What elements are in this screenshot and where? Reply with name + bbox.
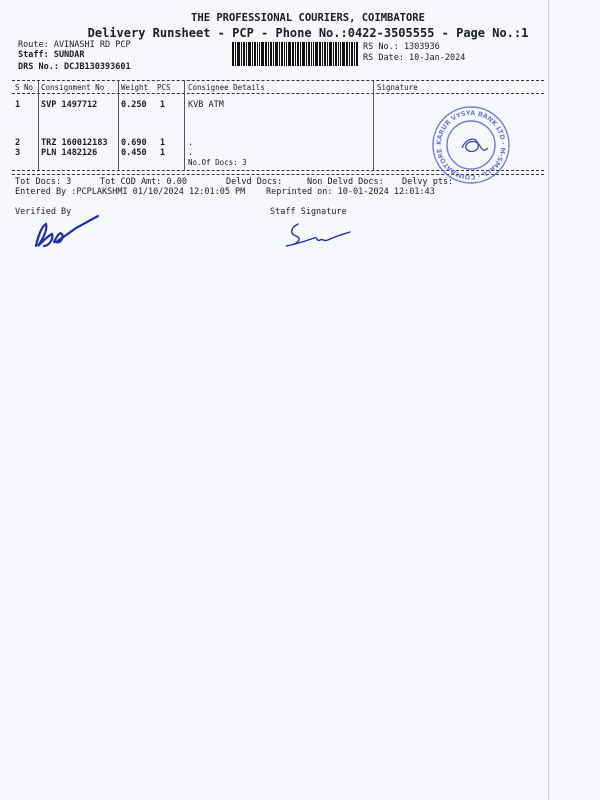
header-consignee: Consignee Details: [188, 83, 265, 92]
non-delvd-docs: Non Delvd Docs:: [307, 177, 384, 187]
header-signature: Signature: [377, 83, 418, 92]
table-header-rule: [12, 93, 544, 94]
reprinted-on: Reprinted on: 10-01-2024 12:01:43: [266, 187, 435, 197]
no-of-docs: No.Of Docs: 3: [188, 158, 247, 167]
company-title: THE PROFESSIONAL COURIERS, COIMBATORE: [191, 12, 425, 24]
col-divider: [38, 80, 39, 170]
col-divider: [373, 80, 374, 170]
entered-by: Entered By :PCPLAKSHMI 01/10/2024 12:01:05 PM: [15, 187, 246, 197]
staff-signature-label: Staff Signature: [270, 207, 347, 217]
runsheet-subtitle: Delivery Runsheet - PCP - Phone No.:0422-3505555 - Page No.:1: [87, 26, 529, 40]
col-divider: [184, 80, 185, 170]
stamp-text: KARUR VYSYA BANK LTD · M-SMALL · COIMBATORE: [434, 108, 508, 182]
tot-docs: Tot Docs: 3: [15, 177, 72, 187]
table-row-consignment: SVP 1497712: [41, 100, 98, 110]
header-weight: Weight: [121, 83, 149, 92]
verified-by-label: Verified By: [15, 207, 72, 217]
table-row-consignment: PLN 1482126: [41, 148, 98, 158]
delvd-docs: Delvd Docs:: [226, 177, 283, 187]
rs-number: RS No.: 1303936: [363, 42, 440, 52]
table-row-pcs: 1: [160, 138, 166, 148]
table-row-sno: 1: [15, 100, 21, 110]
bank-stamp: [430, 104, 512, 186]
header-sno: S No: [15, 83, 34, 92]
table-row-pcs: 1: [160, 148, 166, 158]
route-label: Route: AVINASHI RD PCP: [18, 40, 131, 50]
page-edge: [548, 0, 549, 800]
rs-date: RS Date: 10-Jan-2024: [363, 53, 466, 63]
svg-text:KARUR VYSYA BANK LTD · M-SMALL: [435, 109, 507, 181]
table-row-consignee: .: [188, 148, 194, 158]
table-top-rule: [12, 80, 544, 81]
verifier-signature: [28, 212, 108, 252]
header-pcs: PCS: [157, 83, 171, 92]
table-row-pcs: 1: [160, 100, 166, 110]
table-row-sno: 3: [15, 148, 21, 158]
table-row-weight: 0.250: [121, 100, 147, 110]
table-row-consignee: KVB ATM: [188, 100, 224, 110]
drs-number: DRS No.: DCJB130393601: [18, 62, 131, 72]
table-row-consignee: .: [188, 138, 194, 148]
staff-signature: [278, 220, 358, 250]
table-row-weight: 0.450: [121, 148, 147, 158]
table-row-consignment: TRZ 160012183: [41, 138, 108, 148]
staff-label: Staff: SUNDAR: [18, 50, 85, 60]
delvy-pts: Delvy pts:: [402, 177, 454, 187]
tot-cod-amt: Tot COD Amt: 0.00: [100, 177, 187, 187]
table-row-sno: 2: [15, 138, 21, 148]
barcode: [232, 42, 358, 66]
col-divider: [118, 80, 119, 170]
table-row-weight: 0.690: [121, 138, 147, 148]
header-consignment: Consignment No: [41, 83, 105, 92]
